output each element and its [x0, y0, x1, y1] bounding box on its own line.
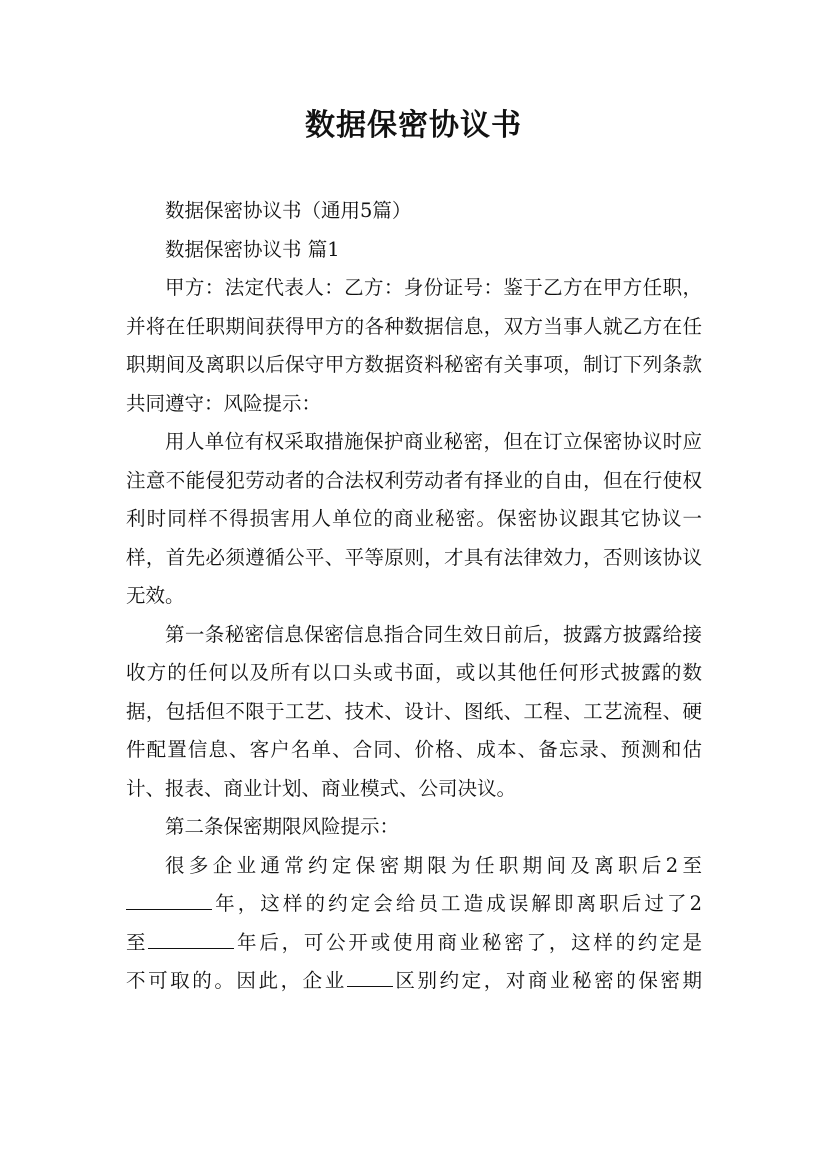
term-line-3-text: 年后，可公开或使用商业秘密了，这样的约定是 [234, 930, 702, 954]
term-line-4 [126, 962, 702, 1001]
term-line-4-text: 区别约定，对商业秘密的保密期 [392, 969, 702, 992]
document-body [126, 192, 702, 1001]
term-line-2-text: 年，这样的约定会给员工造成误解即离职后过了2 [212, 892, 702, 915]
paragraph-parties: 甲方：法定代表人：乙方：身份证号：鉴于乙方在甲方任职，并将在任职期间获得甲方的各种数据信息，双方当事人就乙方在任职期间及离职以后保守甲方数据资料秘密有关事项，制订下列条款共同遵守：风险提示： [126, 276, 702, 415]
term-line-4-prefix: 不可取的。因此，企业 [126, 969, 347, 992]
term-line-3 [126, 924, 702, 963]
paragraph-article-2-heading: 第二条保密期限风险提示： [165, 815, 400, 838]
term-line-1 [126, 847, 702, 886]
fill-blank [126, 888, 212, 910]
paragraph-risk-notice: 用人单位有权采取措施保护商业秘密，但在订立保密协议时应注意不能侵犯劳动者的合法权利劳动者有择业的自由，但在行使权利时同样不得损害用人单位的商业秘密。保密协议跟其它协议一样，首先必须遵循公平、平等原则，才具有法律效力，否则该协议无效。 [126, 430, 702, 607]
term-line-1-text: 很多企业通常约定保密期限为任职期间及离职后2至 [165, 853, 702, 877]
document-subtitle: 数据保密协议书（通用5篇） [165, 199, 412, 222]
document-title: 数据保密协议书 [305, 108, 522, 143]
fill-blank [347, 965, 393, 987]
section-heading: 数据保密协议书 篇1 [165, 237, 340, 261]
paragraph-confidentiality-term [126, 847, 702, 1001]
term-line-2 [126, 885, 702, 924]
term-line-3-prefix: 至 [126, 930, 149, 954]
fill-blank [148, 926, 234, 948]
paragraph-article-1: 第一条秘密信息保密信息指合同生效日前后，披露方披露给接收方的任何以及所有以口头或书面，或以其他任何形式披露的数据，包括但不限于工艺、技术、设计、图纸、工程、工艺流程、硬件配置信息、客户名单、合同、价格、成本、备忘录、预测和估计、报表、商业计划、商业模式、公司决议。 [126, 622, 702, 800]
